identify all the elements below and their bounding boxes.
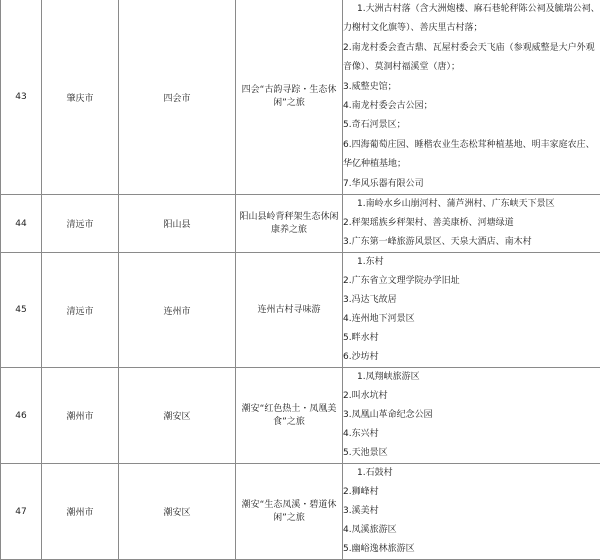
spots-cell bbox=[343, 195, 600, 253]
spot-item: 2.狮峰村 bbox=[343, 483, 600, 502]
city-cell: 潮州市 bbox=[42, 464, 119, 560]
spot-item: 4.连州地下河景区 bbox=[343, 310, 600, 329]
route-name-cell: 潮安“红色热土・凤凰美食”之旅 bbox=[236, 368, 343, 464]
row-number-cell: 45 bbox=[1, 253, 42, 368]
spots-cell bbox=[343, 253, 600, 368]
row-number-cell: 46 bbox=[1, 368, 42, 464]
table-row bbox=[1, 195, 600, 253]
county-cell: 连州市 bbox=[119, 253, 236, 368]
county-cell: 四会市 bbox=[119, 0, 236, 195]
table-row bbox=[1, 464, 600, 560]
spot-item: 6.沙坊村 bbox=[343, 348, 600, 367]
spot-item: 4.东兴村 bbox=[343, 425, 600, 444]
spot-item: 5.天池景区 bbox=[343, 444, 600, 463]
spot-item: 3.冯达飞故居 bbox=[343, 291, 600, 310]
spots-cell bbox=[343, 464, 600, 560]
row-number-cell: 47 bbox=[1, 464, 42, 560]
spot-item: 3.凤凰山革命纪念公园 bbox=[343, 406, 600, 425]
spot-item: 1.大洲古村落（含大洲炮楼、麻石巷轮秤陈公祠及毓瑞公祠、力榭村文化旗等）、善庆里古村落； bbox=[343, 0, 600, 39]
city-cell: 肇庆市 bbox=[42, 0, 119, 195]
spot-item: 1.南岭水乡山崩河村、蒲芦洲村、广东峡天下景区 bbox=[343, 195, 600, 214]
spot-item: 2.叫水坑村 bbox=[343, 387, 600, 406]
table-row bbox=[1, 368, 600, 464]
spot-item: 3.威整史馆； bbox=[343, 78, 600, 97]
spot-item: 5.奇石河景区； bbox=[343, 116, 600, 135]
spots-cell bbox=[343, 0, 600, 195]
spot-item: 5.畔水村 bbox=[343, 329, 600, 348]
spot-item: 2.广东省立文理学院办学旧址 bbox=[343, 272, 600, 291]
spot-item: 1.凤翔峡旅游区 bbox=[343, 368, 600, 387]
spot-item: 1.东村 bbox=[343, 253, 600, 272]
spot-item: 3.广东第一峰旅游风景区、天泉大酒店、南木村 bbox=[343, 233, 600, 252]
table-row bbox=[1, 0, 600, 195]
spot-item: 4.凤溪旅游区 bbox=[343, 521, 600, 540]
spot-item: 5.幽峪逸林旅游区 bbox=[343, 540, 600, 559]
city-cell: 清远市 bbox=[42, 195, 119, 253]
spot-item: 6.四海葡萄庄园、睡楷农业生态松茸种植基地、明丰家庭农庄、华亿种植基地； bbox=[343, 136, 600, 175]
county-cell: 阳山县 bbox=[119, 195, 236, 253]
route-name-cell: 连州古村寻味游 bbox=[236, 253, 343, 368]
route-name-cell: 阳山县岭背秤架生态休闲康养之旅 bbox=[236, 195, 343, 253]
spot-item: 1.石鼓村 bbox=[343, 464, 600, 483]
county-cell: 潮安区 bbox=[119, 368, 236, 464]
spots-cell bbox=[343, 368, 600, 464]
spot-item: 3.溪美村 bbox=[343, 502, 600, 521]
spot-item: 4.南龙村委会古公园； bbox=[343, 97, 600, 116]
row-number-cell: 44 bbox=[1, 195, 42, 253]
route-name-cell: 潮安“生态凤溪・碧道休闲”之旅 bbox=[236, 464, 343, 560]
route-name-cell: 四会“古韵寻踪・生态休闲”之旅 bbox=[236, 0, 343, 195]
spot-item: 2.秤架瑶族乡秤架村、善美康桥、河塘绿道 bbox=[343, 214, 600, 233]
table-row bbox=[1, 253, 600, 368]
city-cell: 潮州市 bbox=[42, 368, 119, 464]
row-number-cell: 43 bbox=[1, 0, 42, 195]
spot-item: 2.南龙村委会査古鼎、瓦屋村委会天飞庙（参观威整是大户外观音像）、莫洞村福溪堂（唐）； bbox=[343, 39, 600, 78]
county-cell: 潮安区 bbox=[119, 464, 236, 560]
spot-item: 7.华风乐器有限公司 bbox=[343, 175, 600, 194]
table-body bbox=[1, 0, 600, 560]
city-cell: 清远市 bbox=[42, 253, 119, 368]
